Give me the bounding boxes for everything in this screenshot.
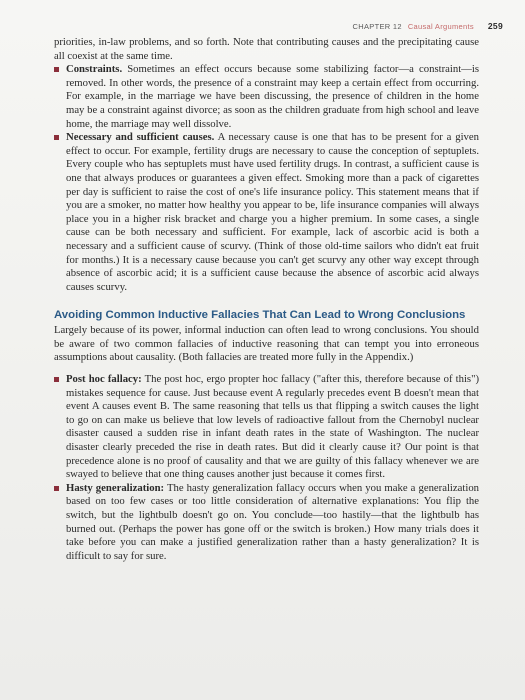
section-heading: Avoiding Common Inductive Fallacies That Can Lead to Wrong Conclusions — [54, 309, 466, 322]
bullet-post-hoc — [54, 373, 479, 482]
bullet-term: Post hoc fallacy: — [66, 373, 142, 386]
bullet-body: Sometimes an effect occurs because some stabilizing factor—a constraint—is removed. In other words, the presence of a constraint may keep a certain effect from occurring. For example, in the marriage we have been discussing, the presence of children in the home may be a constraint against divorce; as soon as the children graduate from high school and leave home, the marriage may well dissolve. — [66, 63, 479, 130]
bullet-hasty-generalization — [54, 482, 479, 564]
continuation-paragraph: priorities, in-law problems, and so forth. Note that contributing causes and the precipitating cause all coexist at the same time. — [54, 36, 479, 62]
bullet-marker-icon — [54, 135, 59, 140]
page-body — [54, 36, 479, 563]
bullet-marker-icon — [54, 486, 59, 491]
bullet-term: Hasty generalization: — [66, 481, 165, 494]
bullet-constraints — [54, 63, 479, 131]
page-number: 259 — [487, 21, 503, 31]
section-intro: Largely because of its power, informal induction can often lead to wrong conclusions. You should be aware of two common fallacies of inductive reasoning that can tempt you into erroneous assumptions about causality. (Both fallacies are treated more fully in the Appendix.) — [54, 324, 479, 364]
bullet-necessary-sufficient — [54, 131, 479, 294]
bullet-body: The hasty generalization fallacy occurs when you make a generalization based on too few cases or too little consideration of alternative explanations: You flip the switch, but the lightbulb doesn't go on. You conclude—too hastily—that the lightbulb has burned out. (Perhaps the power has gone off or the switch is broken.) How many trials does it take before you can make a justified generalization rather than a hasty generalization? It is difficult to say for sure. — [66, 481, 480, 562]
bullet-marker-icon — [54, 377, 59, 382]
bullet-body: The post hoc, ergo propter hoc fallacy ("after this, therefore because of this") mistakes sequence for cause. Just because event A regularly precedes event B doesn't mean that event A causes event B. The same reasoning that tells us that flipping a switch causes the light to go on can make us believe that low levels of radioactive fallout from the Chernobyl nuclear disaster caused a sudden rise in infant death rates in the state of Washington. The nuclear disaster clearly preceded the rise in death rates. But did it clearly cause it? Our point is that precedence alone is no proof of causality and that we are guilty of this fallacy whenever we are swayed to believe that one thing causes another just because it comes first. — [66, 373, 480, 481]
bullet-marker-icon — [54, 67, 59, 72]
bullet-term: Necessary and sufficient causes. — [66, 131, 215, 144]
running-header — [300, 18, 503, 34]
chapter-label: CHAPTER 12 — [352, 21, 402, 31]
bullet-body: A necessary cause is one that has to be present for a given effect to occur. For example, fertility drugs are necessary to cause the conception of septuplets. Every couple who has septuplets must have used fertility drugs. In contrast, a sufficient cause is one that always produces or guarantees a given effect. Smoking more than a pack of cigarettes per day is sufficient to raise the cost of one's life insurance policy. This statement means that if you are a smoker, no matter how healthy you appear to be, life insurance companies will always place you in a higher risk bracket and charge you a higher premium. In some cases, a single cause can be both necessary and sufficient. For example, lack of ascorbic acid is both a necessary and a sufficient cause of scurvy. (Think of those old-time sailors who didn't eat fruit for months.) It is a necessary cause because you can't get scurvy any other way except through absence of ascorbic acid; it is a sufficient cause because the absence of ascorbic acid always causes scurvy. — [66, 131, 479, 293]
bullet-term: Constraints. — [66, 63, 123, 76]
running-head-text: Causal Arguments — [407, 21, 474, 31]
running-head-title — [300, 22, 482, 31]
